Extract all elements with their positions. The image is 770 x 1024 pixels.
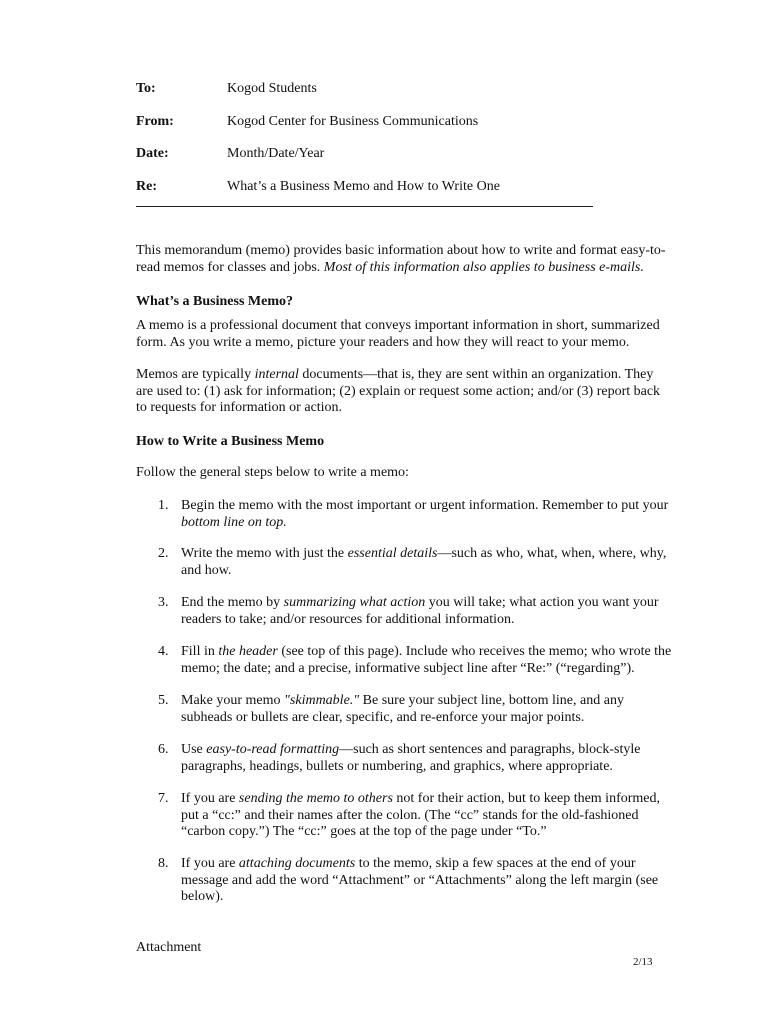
intro-paragraph xyxy=(136,243,666,276)
list-number: 3. xyxy=(158,595,169,610)
what-paragraph-2 xyxy=(136,367,666,417)
para2-italic: internal xyxy=(254,367,299,382)
intro-italic: Most of this information also applies to business e-mails. xyxy=(323,259,644,275)
to-value: Kogod Students xyxy=(227,81,317,96)
list-text xyxy=(181,856,676,906)
list-number: 2. xyxy=(158,546,169,561)
para2-end: documents—that is, they are sent within an organization. They are used to: (1) ask for information; (2) explain or request some action; and/or (3) report back to requests for information or action. xyxy=(136,367,661,415)
how-intro: Follow the general steps below to write a memo: xyxy=(136,465,409,480)
para2-start: Memos are typically xyxy=(136,367,255,382)
step-text-italic: the header xyxy=(218,644,278,659)
step-text-b: —such as short sentences and paragraphs, block-style paragraphs, headings, bullets or numbering, and graphics, where appropriate. xyxy=(181,742,641,774)
step-text-a: Begin the memo with the most important or urgent information. Remember to put your xyxy=(181,498,669,513)
section-heading-what: What’s a Business Memo? xyxy=(136,294,293,309)
list-text xyxy=(181,498,676,531)
step-text-a: Fill in xyxy=(181,644,219,659)
list-number: 8. xyxy=(158,856,169,871)
attachment-label: Attachment xyxy=(136,940,202,955)
step-text-a: End the memo by xyxy=(181,595,284,610)
what-paragraph-1: A memo is a professional document that conveys important information in short, summarized form. As you write a memo, picture your readers and how they will react to your memo. xyxy=(136,318,660,350)
date-label: Date: xyxy=(136,146,169,161)
step-text-a: Make your memo xyxy=(181,693,285,708)
step-text-italic: attaching documents xyxy=(238,856,356,871)
list-text xyxy=(181,595,676,628)
step-text-b: not for their action, but to keep them informed, put a “cc:” and their names after the colon. (The “cc” stands for the old-fashioned “carbon copy.”) The “cc:” goes at the top of the page under “To.” xyxy=(181,791,660,839)
list-text xyxy=(181,791,676,841)
step-text-a: If you are xyxy=(181,791,239,806)
list-text xyxy=(181,546,676,579)
step-text-a: If you are xyxy=(181,856,239,871)
section-heading-how: How to Write a Business Memo xyxy=(136,434,325,449)
list-text xyxy=(181,693,676,726)
list-number: 7. xyxy=(158,791,169,806)
step-text-italic: easy-to-read formatting xyxy=(206,742,340,757)
step-text-italic: "skimmable." xyxy=(284,693,360,708)
list-number: 6. xyxy=(158,742,169,757)
step-text-a: Use xyxy=(181,742,207,757)
step-text-italic: essential details xyxy=(347,546,438,561)
step-text-italic: bottom line on top. xyxy=(181,514,287,530)
to-label: To: xyxy=(136,81,156,96)
re-label: Re: xyxy=(136,179,157,194)
step-text-b: to the memo, skip a few spaces at the end of your message and add the word “Attachment” or “Attachments” along the left margin (see below). xyxy=(181,856,659,904)
step-text-b: (see top of this page). Include who receives the memo; who wrote the memo; the date; and a precise, informative subject line after “Re:” (“regarding”). xyxy=(181,644,672,676)
list-text xyxy=(181,742,676,775)
intro-plain: This memorandum (memo) provides basic information about how to write and format easy-to-read memos for classes and jobs. xyxy=(136,243,666,275)
page-number: 2/13 xyxy=(633,956,653,968)
list-number: 1. xyxy=(158,498,169,513)
step-text-b: you will take; what action you want your readers to take; and/or resources for additional information. xyxy=(181,595,659,627)
list-number: 4. xyxy=(158,644,169,659)
list-number: 5. xyxy=(158,693,169,708)
header-divider xyxy=(136,206,593,207)
step-text-b: —such as who, what, when, where, why, and how. xyxy=(181,546,667,578)
from-label: From: xyxy=(136,114,174,129)
step-text-b: Be sure your subject line, bottom line, and any subheads or bullets are clear, specific, and re-enforce your major points. xyxy=(181,693,624,725)
step-text-italic: sending the memo to others xyxy=(238,791,393,806)
list-text xyxy=(181,644,676,677)
date-value: Month/Date/Year xyxy=(227,146,325,161)
step-text-a: Write the memo with just the xyxy=(181,546,348,561)
from-value: Kogod Center for Business Communications xyxy=(227,114,479,129)
re-value: What’s a Business Memo and How to Write One xyxy=(227,179,500,194)
step-text-italic: summarizing what action xyxy=(283,595,426,610)
